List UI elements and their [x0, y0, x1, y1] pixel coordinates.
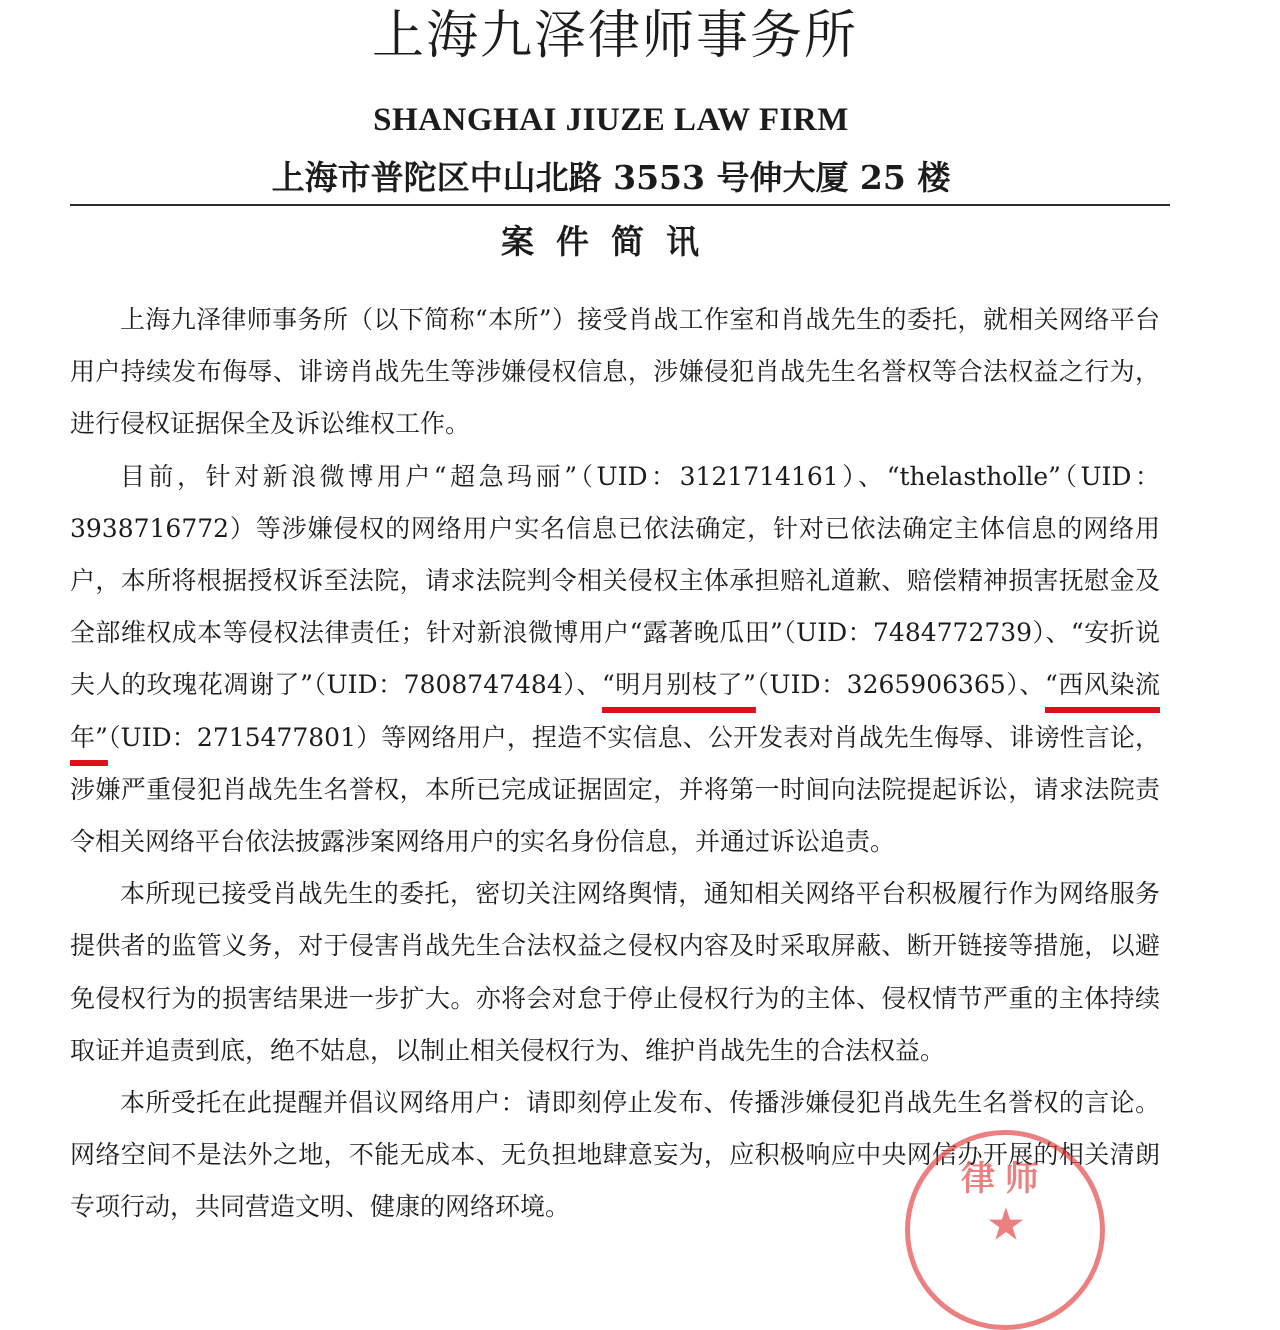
document-title: 案件简讯 [501, 222, 721, 261]
seal-text: 律师 [961, 1159, 1049, 1199]
document-body [70, 294, 1160, 1234]
paragraph-2-text-a: 目前，针对新浪微博用户“超急玛丽”（UID：3121714161）、“thelastholle”（UID：3938716772）等涉嫌侵权的网络用户实名信息已依法确定，针对已依法确定主体信息的网络用户，本所将根据授权诉至法院，请求法院判令相关侵权主体承担赔礼道歉、赔偿精神损害抚慰金及全部维权成本等侵权法律责任；针对新浪微博用户“露著晚瓜田”（UID：7484772739）、“安折说夫人的玫瑰花凋谢了”（UID：7808747484）、 [70, 461, 1160, 700]
firm-name-chinese: 上海九泽律师事务所 [371, 6, 858, 66]
highlighted-user-1: “明月别枝了” [601, 670, 756, 700]
paragraph-3: 本所现已接受肖战先生的委托，密切关注网络舆情，通知相关网络平台积极履行作为网络服务提供者的监管义务，对于侵害肖战先生合法权益之侵权内容及时采取屏蔽、断开链接等措施，以避免侵权行为的损害结果进一步扩大。亦将会对怠于停止侵权行为的主体、侵权情节严重的主体持续取证并追责到底，绝不姑息，以制止相关侵权行为、维护肖战先生的合法权益。 [70, 879, 1160, 1065]
header-divider [70, 204, 1170, 206]
paragraph-2-text-b: （UID：3265906365）、 [755, 670, 1045, 700]
paragraph-1: 上海九泽律师事务所（以下简称“本所”）接受肖战工作室和肖战先生的委托，就相关网络平台用户持续发布侮辱、诽谤肖战先生等涉嫌侵权信息，涉嫌侵犯肖战先生名誉权等合法权益之行为，进行侵权证据保全及诉讼维权工作。 [70, 305, 1160, 439]
highlighted-user-2: “西风染流年” [70, 670, 1161, 752]
paragraph-2 [70, 451, 1160, 869]
paragraph-2-text-c: （UID：2715477801）等网络用户，捏造不实信息、公开发表对肖战先生侮辱、诽谤性言论，涉嫌严重侵犯肖战先生名誉权，本所已完成证据固定，并将第一时间向法院提起诉讼，请求法院责令相关网络平台依法披露涉案网络用户的实名身份信息，并通过诉讼追责。 [70, 722, 1161, 857]
paragraph-4: 本所受托在此提醒并倡议网络用户：请即刻停止发布、传播涉嫌侵犯肖战先生名誉权的言论。网络空间不是法外之地，不能无成本、无负担地肆意妄为，应积极响应中央网信办开展的相关清朗专项行动，共同营造文明、健康的网络环境。 [70, 1088, 1160, 1222]
firm-name-english: SHANGHAI JIUZE LAW FIRM [373, 102, 849, 138]
firm-address: 上海市普陀区中山北路 3553 号伸大厦 25 楼 [271, 158, 951, 197]
seal-star-icon: ★ [988, 1201, 1024, 1248]
red-seal-stamp [905, 1130, 1105, 1330]
